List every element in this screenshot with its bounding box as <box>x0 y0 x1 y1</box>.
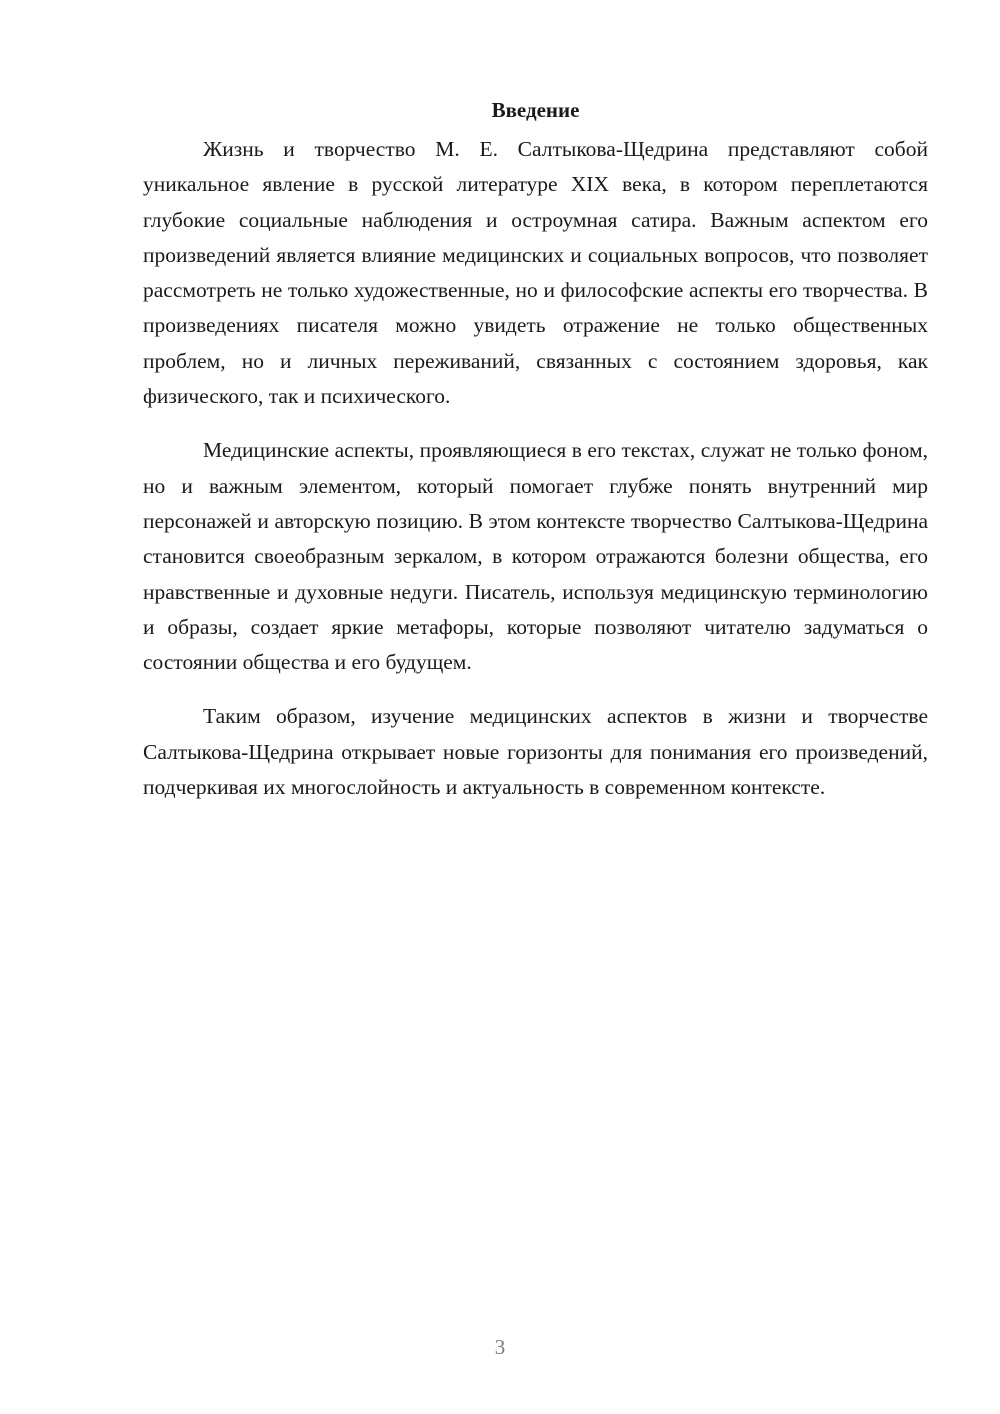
document-body <box>143 92 928 824</box>
page-number: 3 <box>494 1335 506 1359</box>
section-title: Введение <box>491 98 580 122</box>
paragraph-3: Таким образом, изучение медицинских аспектов в жизни и творчестве Салтыкова-Щедрина открывает новые горизонты для понимания его произведений, подчеркивая их многослойность и актуальность в современном контексте. <box>143 704 928 800</box>
paragraph-1: Жизнь и творчество М. Е. Салтыкова-Щедрина представляют собой уникальное явление в русской литературе XIX века, в котором переплетаются глубокие социальные наблюдения и остроумная сатира. Важным аспектом его произведений является влияние медицинских и социальных вопросов, что позволяет рассмотреть не только художественные, но и философские аспекты его творчества. В произведениях писателя можно увидеть отражение не только общественных проблем, но и личных переживаний, связанных с состоянием здоровья, как физического, так и психического. <box>143 137 928 409</box>
paragraph-2: Медицинские аспекты, проявляющиеся в его текстах, служат не только фоном, но и важным элементом, который помогает глубже понять внутренний мир персонажей и авторскую позицию. В этом контексте творчество Салтыкова-Щедрина становится своеобразным зеркалом, в котором отражаются болезни общества, его нравственные и духовные недуги. Писатель, используя медицинскую терминологию и образы, создает яркие метафоры, которые позволяют читателю задуматься о состоянии общества и его будущем. <box>143 438 928 675</box>
